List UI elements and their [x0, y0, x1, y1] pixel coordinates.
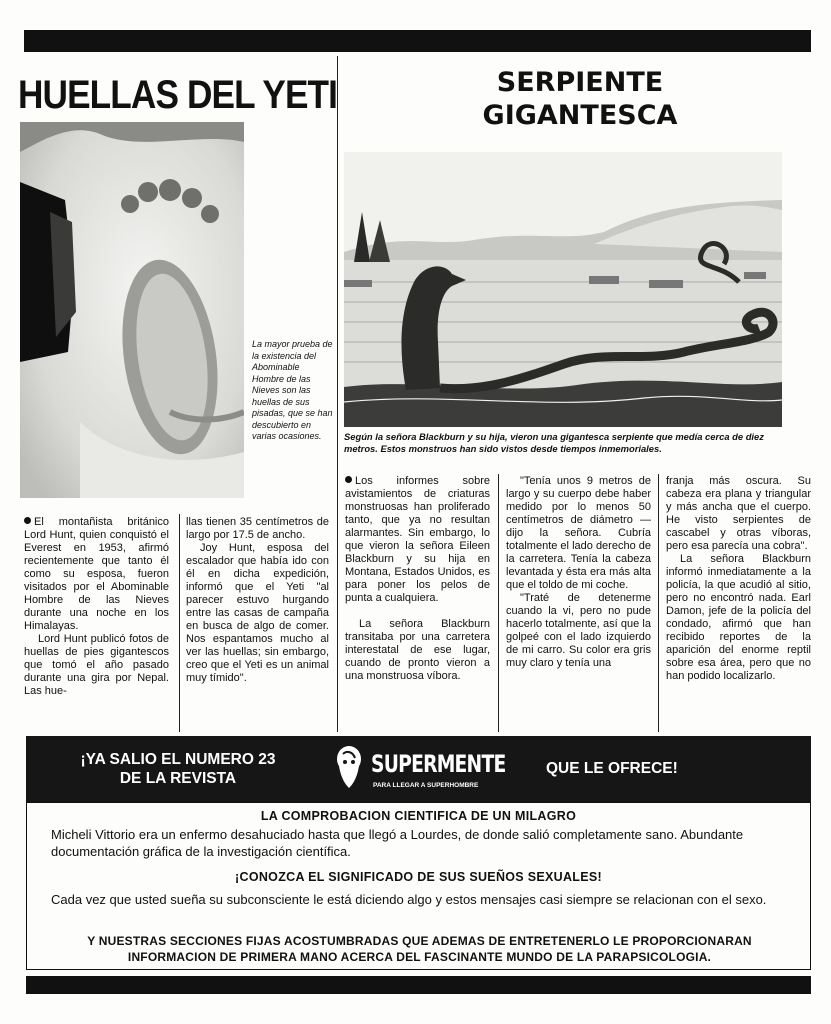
serpent-paragraph: Los informes sobre avistamientos de criaturas monstruosas han proliferado tanto, que ya no resultan alarmantes. Sin embargo, lo que vieron la señora Eileen Blackburn y su hija en Montana, Estados Unidos, es para poner los pelos de punta a cualquiera. [345, 475, 490, 604]
supermente-logo [331, 744, 511, 796]
ad-item1-title: LA COMPROBACION CIENTIFICA DE UN MILAGRO [260, 809, 577, 823]
column-divider [658, 474, 659, 732]
ad-footer-line2: INFORMACION DE PRIMERA MANO ACERCA DEL FASCINANTE MUNDO DE LA PARAPSICOLOGIA. [127, 950, 712, 964]
logo-tagline: PARA LLEGAR A SUPERHOMBRE [373, 782, 479, 789]
bullet-icon [24, 517, 31, 524]
yeti-paragraph: El montañista británico Lord Hunt, quien conquistó el Everest en 1953, afirmó recientemente que tanto él como su esposa, fueron visitados por el Abominable Hombre de las Nieves durante una noche en los Himalayas. [24, 516, 169, 632]
giant-serpent-illustration [344, 152, 782, 427]
serpent-headline-line2: GIGANTESCA [482, 100, 678, 131]
column-divider [179, 514, 180, 732]
serpent-column-1 [345, 475, 490, 683]
magazine-ad-banner [26, 736, 811, 802]
yeti-headline: HUELLAS DEL YETI [18, 73, 338, 117]
serpent-headline [420, 66, 740, 132]
yeti-column-1 [24, 516, 169, 698]
ad-footer [47, 933, 792, 965]
logo-wordmark: SUPERMENTE [371, 750, 506, 778]
ad-announcement-line2: DE LA REVISTA [119, 770, 237, 787]
ad-item2-text: Cada vez que usted sueña su subconsciente le está diciendo algo y estos mensajes casi siempre se relacionan con el sexo. [51, 892, 767, 907]
serpent-paragraph: "Tenía unos 9 metros de largo y su cuerpo debe haber medido por lo menos 50 centímetros de diámetro —dijo la señora. Cubría totalmente el lado derecho de la carretera. Tenía la cabeza levantada y ésta era más alta que el toldo de mi coche. [506, 475, 651, 591]
ad-footer-line1: Y NUESTRAS SECCIONES FIJAS ACOSTUMBRADAS QUE ADEMAS DE ENTRETENERLO LE PROPORCIONARAN [87, 934, 752, 948]
yeti-paragraph: llas tienen 35 centímetros de largo por 17.5 de ancho. [186, 516, 329, 541]
article-divider [337, 56, 338, 732]
ad-item1-text: Micheli Vittorio era un enfermo desahuciado hasta que llegó a Lourdes, de donde salió completamente sano. Abundante documentación gráfica de la investigación científica. [51, 827, 744, 859]
serpent-paragraph: "Traté de detenerme cuando la vi, pero no pude hacerlo totalmente, así que la golpeé con el lado izquierdo de mi carro. Su color era gris muy claro y tenía una [506, 592, 651, 669]
yeti-paragraph: Lord Hunt publicó fotos de huellas de pies gigantescos que tomó el año pasado durante una gira por Nepal. Las hue- [24, 633, 169, 697]
yeti-footprint-photo [20, 122, 244, 498]
serpent-headline-line1: SERPIENTE [496, 67, 664, 98]
head-silhouette-icon [331, 744, 367, 794]
yeti-photo-caption: La mayor prueba de la existencia del Abominable Hombre de las Nieves son las huellas de sus pisadas, que se han descubierto en varias ocasiones. [252, 339, 333, 441]
magazine-ad-contents [26, 802, 811, 970]
serpent-paragraph: franja más oscura. Su cabeza era plana y triangular y más ancha que el cuerpo. He visto serpientes de cascabel y otras víboras, pero esa parecía una cobra". [666, 475, 811, 552]
serpent-paragraph: La señora Blackburn informó inmediatamente a la policía, la que acudió al sitio, pero no encontró nada. Earl Damon, jefe de la policía del condado, afirmó que han recibido reportes de la aparición del enorme reptil sobre esa área, pero que no han podido localizarlo. [666, 553, 811, 682]
yeti-column-2 [186, 516, 329, 685]
ad-announcement-line1: ¡YA SALIO EL NUMERO 23 [80, 751, 276, 768]
serpent-column-2 [506, 475, 651, 670]
serpent-illustration-caption: Según la señora Blackburn y su hija, vieron una gigantesca serpiente que medía cerca de diez metros. Estos monstruos han sido vistos desde tiempos inmemoriales. [344, 431, 764, 454]
ad-offer-text: QUE LE OFRECE! [546, 760, 678, 777]
bottom-rule [26, 976, 811, 994]
ad-item2-title: ¡CONOZCA EL SIGNIFICADO DE SUS SUEÑOS SEXUALES! [235, 870, 602, 884]
bullet-icon [345, 476, 352, 483]
ad-announcement [58, 750, 298, 788]
top-rule [24, 30, 811, 52]
yeti-paragraph: Joy Hunt, esposa del escalador que había ido con él en dicha expedición, informó que el Yeti "al parecer estuvo hurgando entre las casas de campaña en busca de algo de comer. Nos espantamos mucho al ver las huellas; sin embargo, creo que el Yeti es un animal muy tímido". [186, 542, 329, 684]
serpent-column-3 [666, 475, 811, 683]
column-divider [498, 474, 499, 732]
serpent-paragraph: La señora Blackburn transitaba por una carretera interestatal de ese lugar, cuando de pronto vieron a una monstruosa víbora. [345, 618, 490, 682]
